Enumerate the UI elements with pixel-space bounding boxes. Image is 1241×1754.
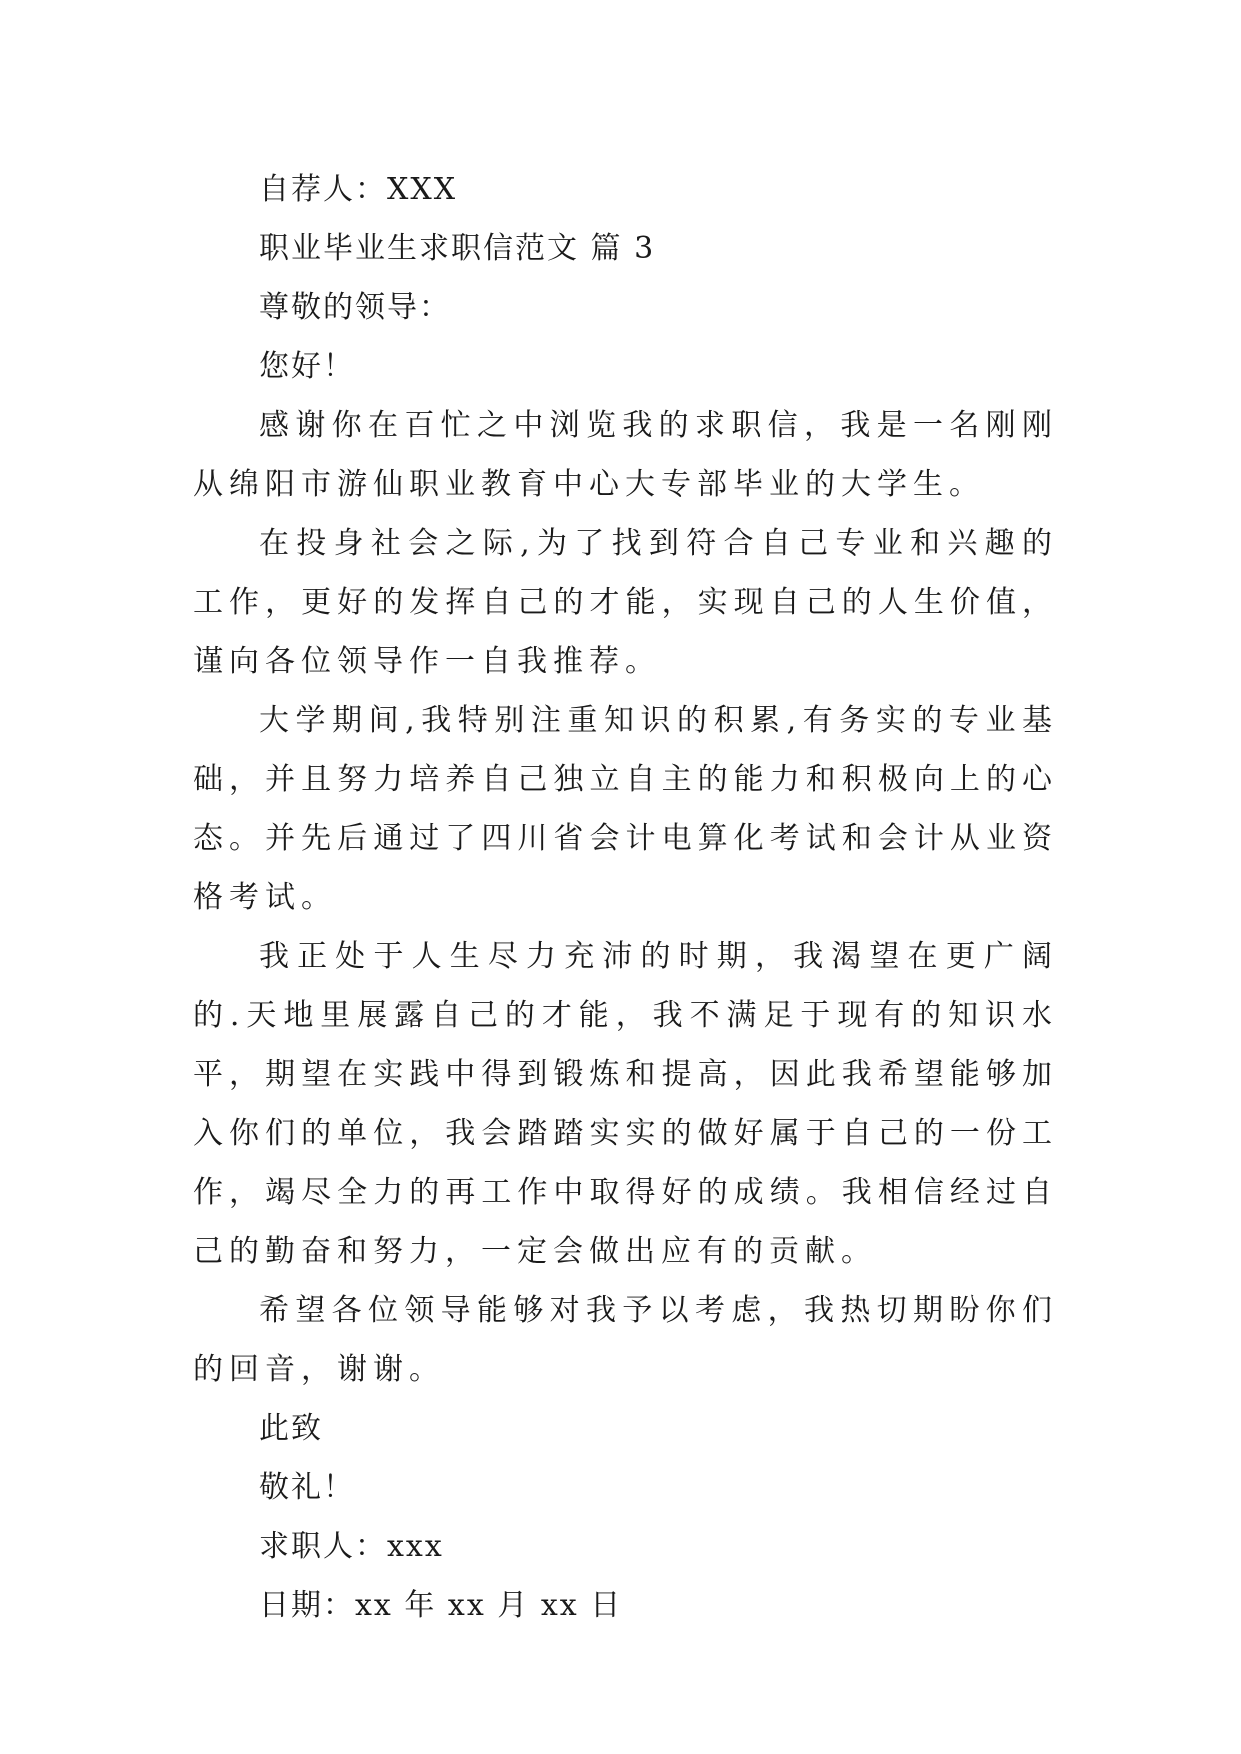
letter-heading: 职业毕业生求职信范文 篇 3 <box>259 231 656 266</box>
greeting: 您好！ <box>259 349 355 384</box>
letter-body <box>193 160 1058 1635</box>
signature: 求职人：xxx <box>259 1529 444 1564</box>
referrer-line: 自荐人：XXX <box>259 172 458 207</box>
paragraph: 大学期间,我特别注重知识的积累,有务实的专业基础，并且努力培养自己独立自主的能力和积极向上的心态。并先后通过了四川省会计电算化考试和会计从业资格考试。 <box>193 703 1058 915</box>
paragraph: 我正处于人生尽力充沛的时期，我渴望在更广阔的.天地里展露自己的才能，我不满足于现有的知识水平，期望在实践中得到锻炼和提高，因此我希望能够加入你们的单位，我会踏踏实实的做好属于自己的一份工作，竭尽全力的再工作中取得好的成绩。我相信经过自己的勤奋和努力，一定会做出应有的贡献。 <box>193 939 1058 1269</box>
paragraph: 在投身社会之际,为了找到符合自己专业和兴趣的工作，更好的发挥自己的才能，实现自己的人生价值，谨向各位领导作一自我推荐。 <box>193 526 1058 679</box>
paragraph: 感谢你在百忙之中浏览我的求职信，我是一名刚刚从绵阳市游仙职业教育中心大专部毕业的大学生。 <box>193 408 1058 502</box>
date-line: 日期：xx 年 xx 月 xx 日 <box>259 1588 623 1623</box>
closing-line: 此致 <box>259 1411 323 1446</box>
paragraph: 希望各位领导能够对我予以考虑，我热切期盼你们的回音，谢谢。 <box>193 1293 1058 1387</box>
closing-regards: 敬礼！ <box>259 1470 355 1505</box>
salutation: 尊敬的领导： <box>259 290 451 325</box>
